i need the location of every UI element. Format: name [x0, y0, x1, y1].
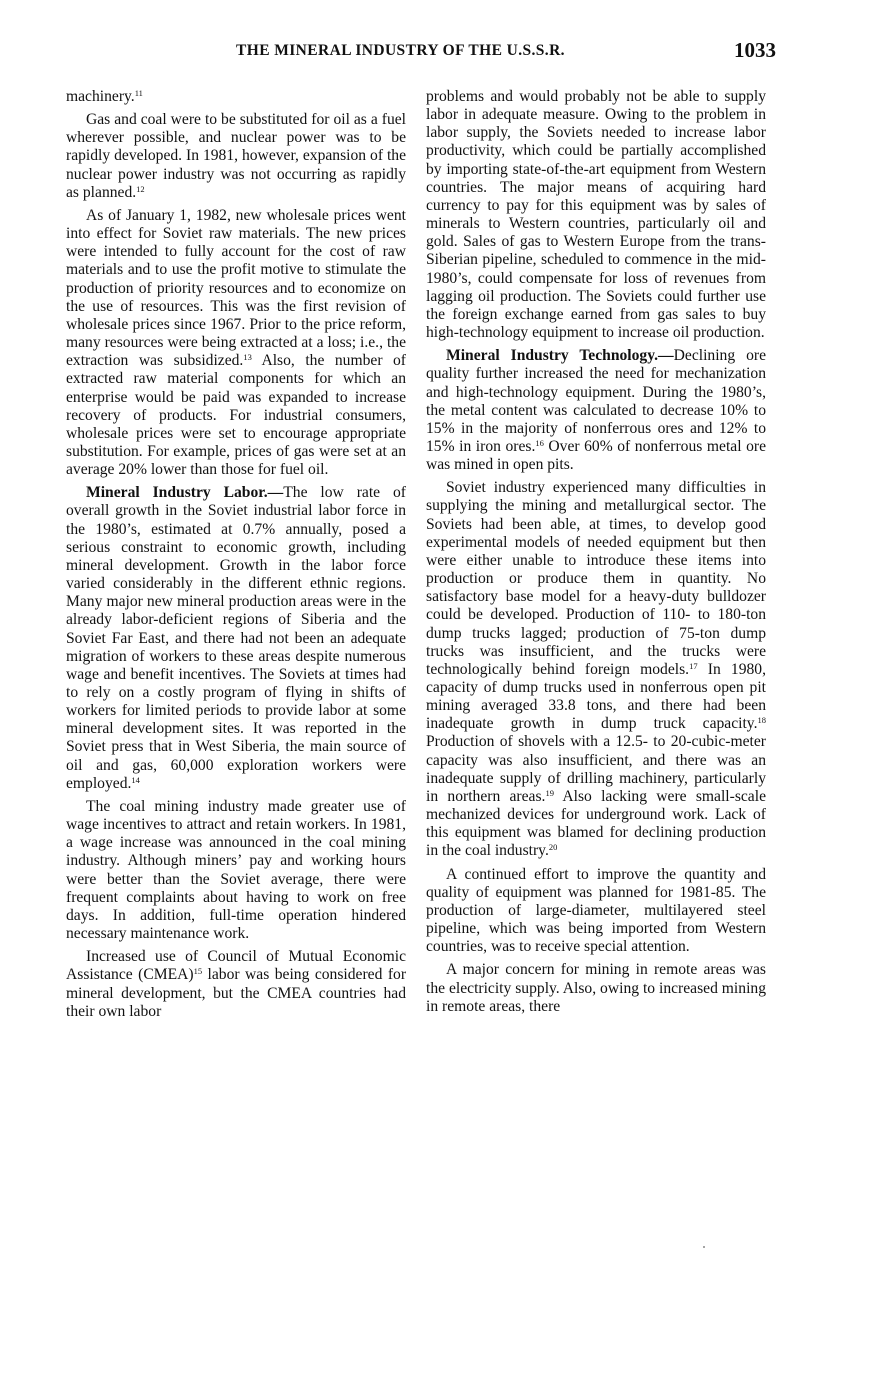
scan-speck: [703, 1246, 705, 1248]
paragraph: Mineral Industry Labor.—The low rate of overall growth in the Soviet industrial labor force in the 1980’s, estimated at 0.7% annually, posed a serious constraint to economic growth, including mineral development. Growth in the labor force varied considerably in the different ethnic regions. Many major new mineral production areas were in the already labor-deficient regions of Siberia and the Soviet Far East, and there had not been an adequate migration of workers to these areas despite numerous wage and benefit incentives. The Soviets at times had to rely on a costly program of flying in shifts of workers for limited periods to provide labor at some mineral development sites. It was reported in the Soviet press that in West Siberia, the main source of oil and gas, 60,000 exploration workers were employed.$^{14}$: [66, 484, 406, 792]
section-heading: Mineral Industry Technology.—: [446, 347, 674, 365]
paragraph: Gas and coal were to be substituted for oil as a fuel wherever possible, and nuclear power was to be rapidly developed. In 1981, however, expansion of the nuclear power industry was not occurring as rapidly as planned.$^{12}$: [66, 111, 406, 201]
paragraph: As of January 1, 1982, new wholesale prices went into effect for Soviet raw materials. The new prices were intended to fully account for the cost of raw materials and to use the profit motive to stimulate the production of priority resources and to economize on the use of resources. This was the first revision of wholesale prices since 1967. Prior to the price reform, many resources were being extracted at a loss; i.e., the extraction was subsidized.$^{13}$ Also, the number of extracted raw material components for which an enterprise would be paid was expanded to increase recovery of products. For industrial consumers, wholesale prices were set to encourage appropriate substitution. For example, prices of gas were set at an average 20% lower than those for fuel oil.: [66, 206, 406, 479]
footnote-ref: 11: [134, 88, 143, 98]
footnote-ref: 20: [548, 842, 558, 853]
paragraph: Soviet industry experienced many difficulties in supplying the mining and metallurgical sector. The Soviets had been able, at times, to develop good experimental models of needed equipment but then were either unable to introduce these items into production or produce them in quantity. No satisfactory base model for a heavy-duty bulldozer could be developed. Production of 110- to 180-ton dump trucks lagged; production of 75-ton dump trucks was insufficient, and the trucks were technologically behind foreign models.$^{17}$ In 1980, capacity of dump trucks used in nonferrous open pit mining averaged 33.8 tons, and there had been inadequate growth in dump truck capacity.$^{18}$ Production of shovels with a 12.5- to 20-cubic-meter capacity was also insufficient, and there was an inadequate supply of drilling machinery, particularly in northern areas.$^{19}$ Also lacking were small-scale mechanized devices for underground work. Lack of this equipment was blamed for declining production in the coal industry.$^{20}$: [426, 479, 767, 860]
footnote-ref: 15: [193, 966, 203, 977]
paragraph: machinery.$^{11}$: [66, 88, 143, 105]
right-column: [426, 88, 766, 1016]
footnote-ref: 16: [535, 437, 544, 448]
footnote-ref: 13: [243, 352, 252, 363]
paragraph: A continued effort to improve the quantity and quality of equipment was planned for 1981-85. The production of large-diameter, multilayered steel pipeline, which was being imported from Western countries, was to receive special attention.: [426, 865, 766, 956]
footnote-ref: 17: [689, 660, 698, 671]
left-column: [66, 88, 406, 1021]
footnote-ref: 18: [757, 715, 766, 726]
paragraph: problems and would probably not be able to supply labor in adequate measure. Owing to the problem in labor supply, the Soviets needed to increase labor productivity, which could be partially accomplished by importing state-of-the-art equipment from Western countries. The major means of acquiring hard currency to pay for this equipment was by sales of minerals to Western countries, particularly oil and gold. Sales of gas to Western Europe from the trans-Siberian pipeline, scheduled to commence in the mid-1980’s, could compensate for loss of revenues from lagging oil production. The Soviets could further use the foreign exchange earned from gas sales to buy high-technology equipment to increase oil production.: [426, 88, 766, 342]
running-title: THE MINERAL INDUSTRY OF THE U.S.S.R.: [236, 42, 565, 59]
footnote-ref: 12: [136, 183, 145, 194]
paragraph: Mineral Industry Technology.—Declining ore quality further increased the need for mechanization and high-technology equipment. During the 1980’s, the metal content was calculated to decrease 10% to 15% in the majority of nonferrous ores and 12% to 15% in iron ores.$^{16}$ Over 60% of nonferrous metal ore was mined in open pits.: [426, 347, 766, 474]
paragraph: Increased use of Council of Mutual Economic Assistance (CMEA)$^{15}$ labor was being considered for mineral development, but the CMEA countries had their own labor: [66, 948, 407, 1020]
page-number: 1033: [734, 38, 776, 62]
paragraph: The coal mining industry made greater use of wage incentives to attract and retain workers. In 1981, a wage increase was announced in the coal mining industry. Although miners’ pay and working hours were better than the Soviet average, there were frequent complaints about having to work on free days. In addition, full-time operation hindered necessary maintenance work.: [66, 797, 406, 943]
section-heading: Mineral Industry Labor.—: [86, 484, 284, 502]
footnote-ref: 19: [545, 787, 554, 798]
footnote-ref: 14: [131, 774, 140, 785]
paragraph: A major concern for mining in remote areas was the electricity supply. Also, owing to increased mining in remote areas, there: [426, 961, 766, 1015]
page-header: [66, 38, 776, 68]
